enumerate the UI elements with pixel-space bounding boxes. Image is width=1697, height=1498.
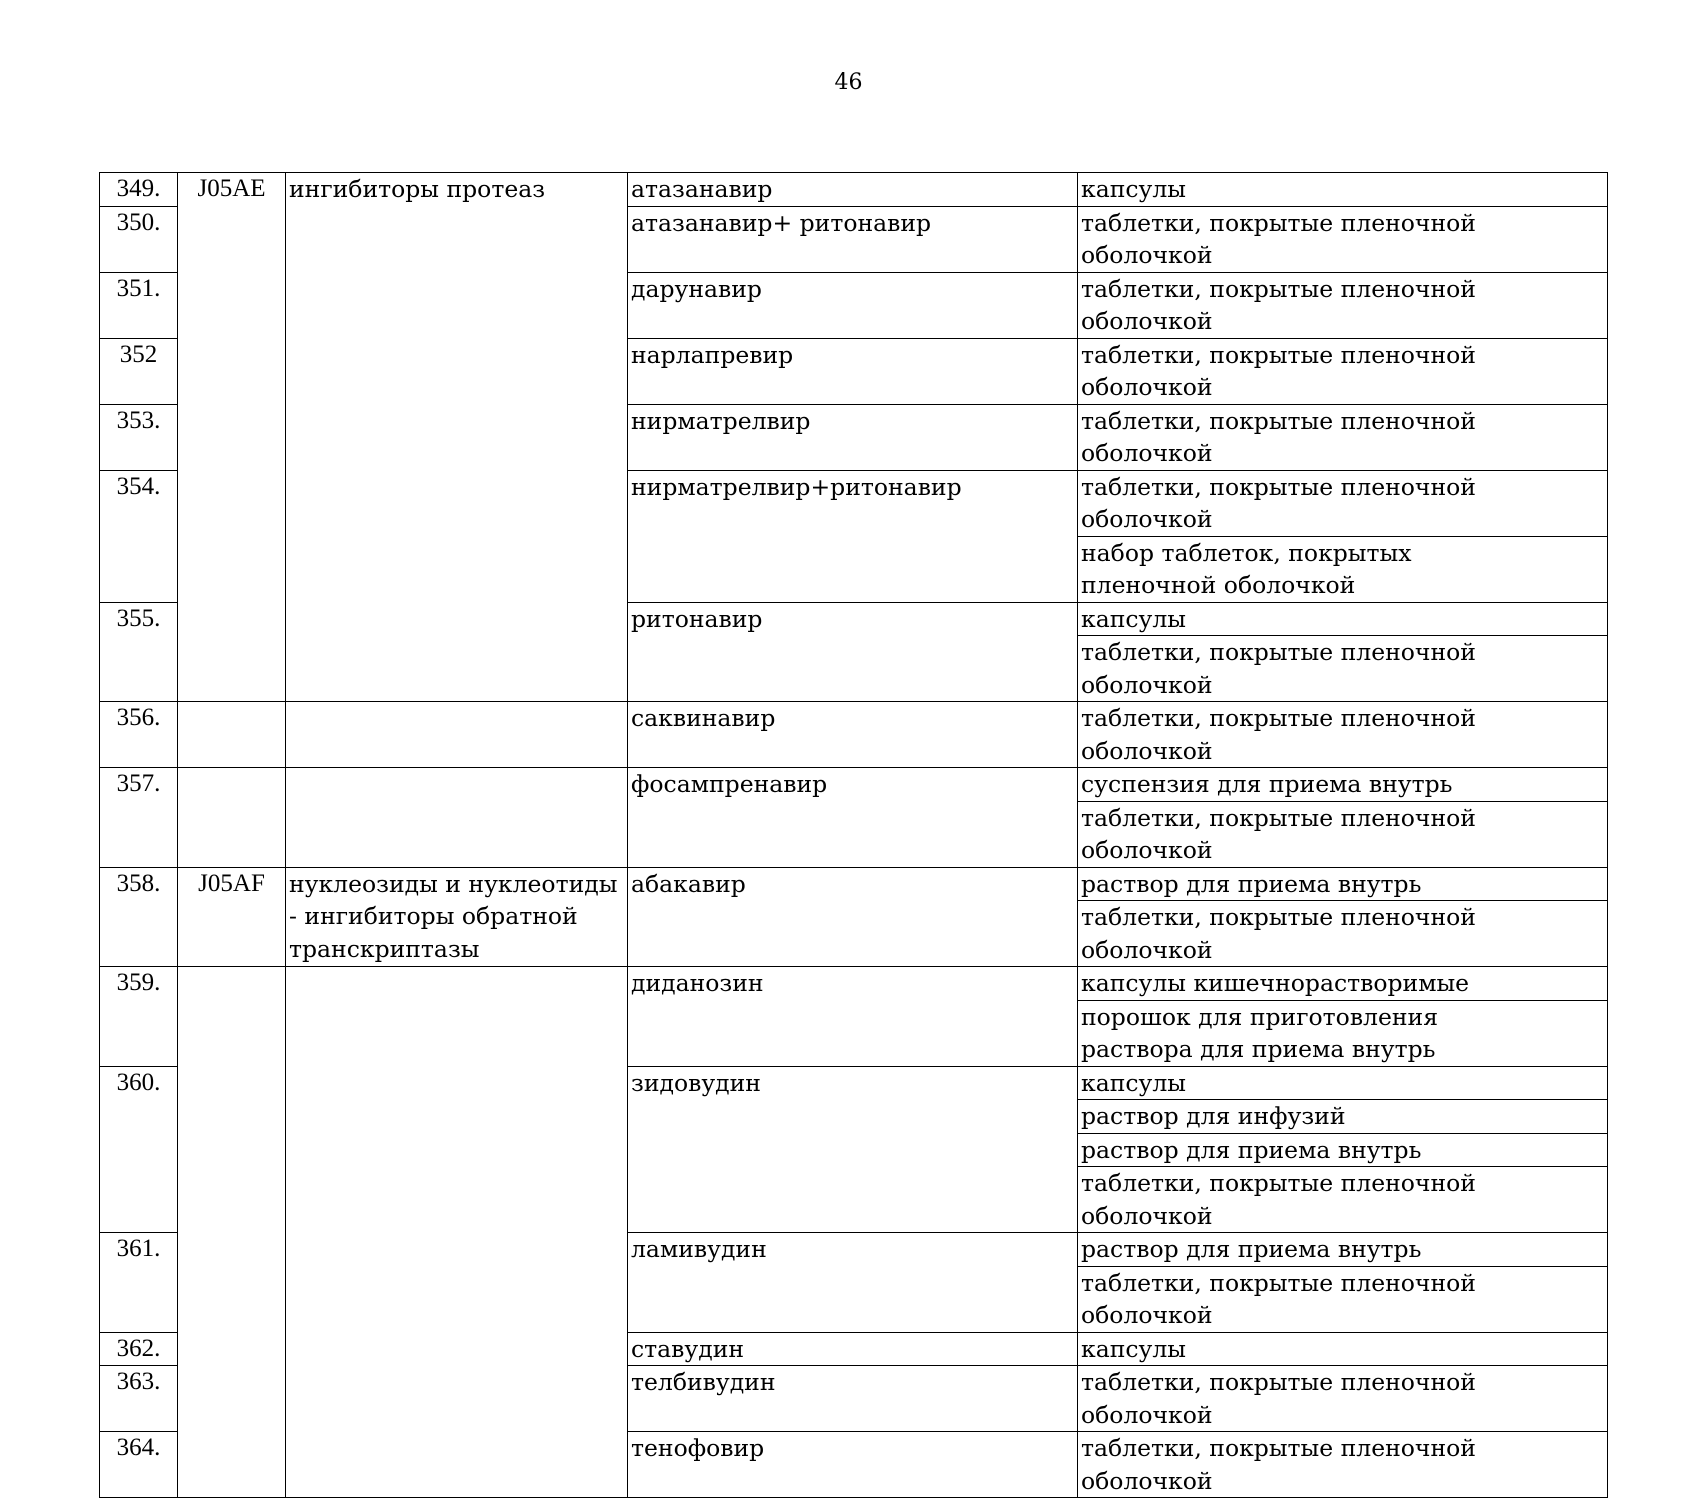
atc-code: J05AF: [178, 867, 286, 967]
row-number: 356.: [100, 702, 178, 768]
pharm-group: [286, 768, 628, 868]
dosage-form: таблетки, покрытые пленочной оболочкой: [1078, 801, 1608, 867]
drug-name: фосампренавир: [628, 768, 1078, 868]
table-row: [100, 173, 1608, 207]
row-number: 359.: [100, 967, 178, 1067]
drug-name: нарлапревир: [628, 338, 1078, 404]
dosage-form: таблетки, покрытые пленочной оболочкой: [1078, 470, 1608, 536]
dosage-form: капсулы кишечнорастворимые: [1078, 967, 1608, 1001]
drug-name: саквинавир: [628, 702, 1078, 768]
dosage-form: капсулы: [1078, 602, 1608, 636]
dosage-form: порошок для приготовления раствора для приема внутрь: [1078, 1000, 1608, 1066]
drug-name: дарунавир: [628, 272, 1078, 338]
table-row: [100, 867, 1608, 901]
dosage-form: раствор для инфузий: [1078, 1100, 1608, 1134]
atc-code: J05AE: [178, 173, 286, 702]
dosage-form: таблетки, покрытые пленочной оболочкой: [1078, 1366, 1608, 1432]
row-number: 352: [100, 338, 178, 404]
dosage-form: таблетки, покрытые пленочной оболочкой: [1078, 404, 1608, 470]
drug-name: ритонавир: [628, 602, 1078, 702]
dosage-form: таблетки, покрытые пленочной оболочкой: [1078, 206, 1608, 272]
table-row: [100, 967, 1608, 1001]
drug-table: [99, 172, 1608, 1498]
dosage-form: таблетки, покрытые пленочной оболочкой: [1078, 901, 1608, 967]
dosage-form: таблетки, покрытые пленочной оболочкой: [1078, 1167, 1608, 1233]
row-number: 351.: [100, 272, 178, 338]
row-number: 354.: [100, 470, 178, 602]
row-number: 364.: [100, 1432, 178, 1498]
row-number: 353.: [100, 404, 178, 470]
drug-name: тенофовир: [628, 1432, 1078, 1498]
dosage-form: набор таблеток, покрытых пленочной оболочкой: [1078, 536, 1608, 602]
dosage-form: таблетки, покрытые пленочной оболочкой: [1078, 636, 1608, 702]
drug-name: ламивудин: [628, 1233, 1078, 1333]
drug-name: нирматрелвир: [628, 404, 1078, 470]
dosage-form: раствор для приема внутрь: [1078, 1233, 1608, 1267]
atc-code: [178, 702, 286, 768]
atc-code: [178, 967, 286, 1498]
row-number: 350.: [100, 206, 178, 272]
row-number: 355.: [100, 602, 178, 702]
row-number: 358.: [100, 867, 178, 967]
drug-name: диданозин: [628, 967, 1078, 1067]
row-number: 349.: [100, 173, 178, 207]
pharm-group: [286, 967, 628, 1498]
dosage-form: капсулы: [1078, 1066, 1608, 1100]
drug-name: атазанавир+ ритонавир: [628, 206, 1078, 272]
dosage-form: таблетки, покрытые пленочной оболочкой: [1078, 272, 1608, 338]
table-row: [100, 702, 1608, 768]
page-number: 46: [834, 70, 863, 95]
drug-name: ставудин: [628, 1332, 1078, 1366]
row-number: 362.: [100, 1332, 178, 1366]
drug-name: зидовудин: [628, 1066, 1078, 1233]
dosage-form: таблетки, покрытые пленочной оболочкой: [1078, 338, 1608, 404]
dosage-form: таблетки, покрытые пленочной оболочкой: [1078, 1266, 1608, 1332]
drug-name: телбивудин: [628, 1366, 1078, 1432]
dosage-form: таблетки, покрытые пленочной оболочкой: [1078, 1432, 1608, 1498]
drug-name: нирматрелвир+ритонавир: [628, 470, 1078, 602]
row-number: 360.: [100, 1066, 178, 1233]
drug-name: абакавир: [628, 867, 1078, 967]
row-number: 361.: [100, 1233, 178, 1333]
dosage-form: таблетки, покрытые пленочной оболочкой: [1078, 702, 1608, 768]
pharm-group: нуклеозиды и нуклеотиды - ингибиторы обратной транскриптазы: [286, 867, 628, 967]
drug-name: атазанавир: [628, 173, 1078, 207]
dosage-form: капсулы: [1078, 173, 1608, 207]
row-number: 357.: [100, 768, 178, 868]
dosage-form: раствор для приема внутрь: [1078, 867, 1608, 901]
dosage-form: капсулы: [1078, 1332, 1608, 1366]
table-row: [100, 768, 1608, 802]
dosage-form: раствор для приема внутрь: [1078, 1133, 1608, 1167]
pharm-group: ингибиторы протеаз: [286, 173, 628, 702]
row-number: 363.: [100, 1366, 178, 1432]
dosage-form: суспензия для приема внутрь: [1078, 768, 1608, 802]
atc-code: [178, 768, 286, 868]
pharm-group: [286, 702, 628, 768]
